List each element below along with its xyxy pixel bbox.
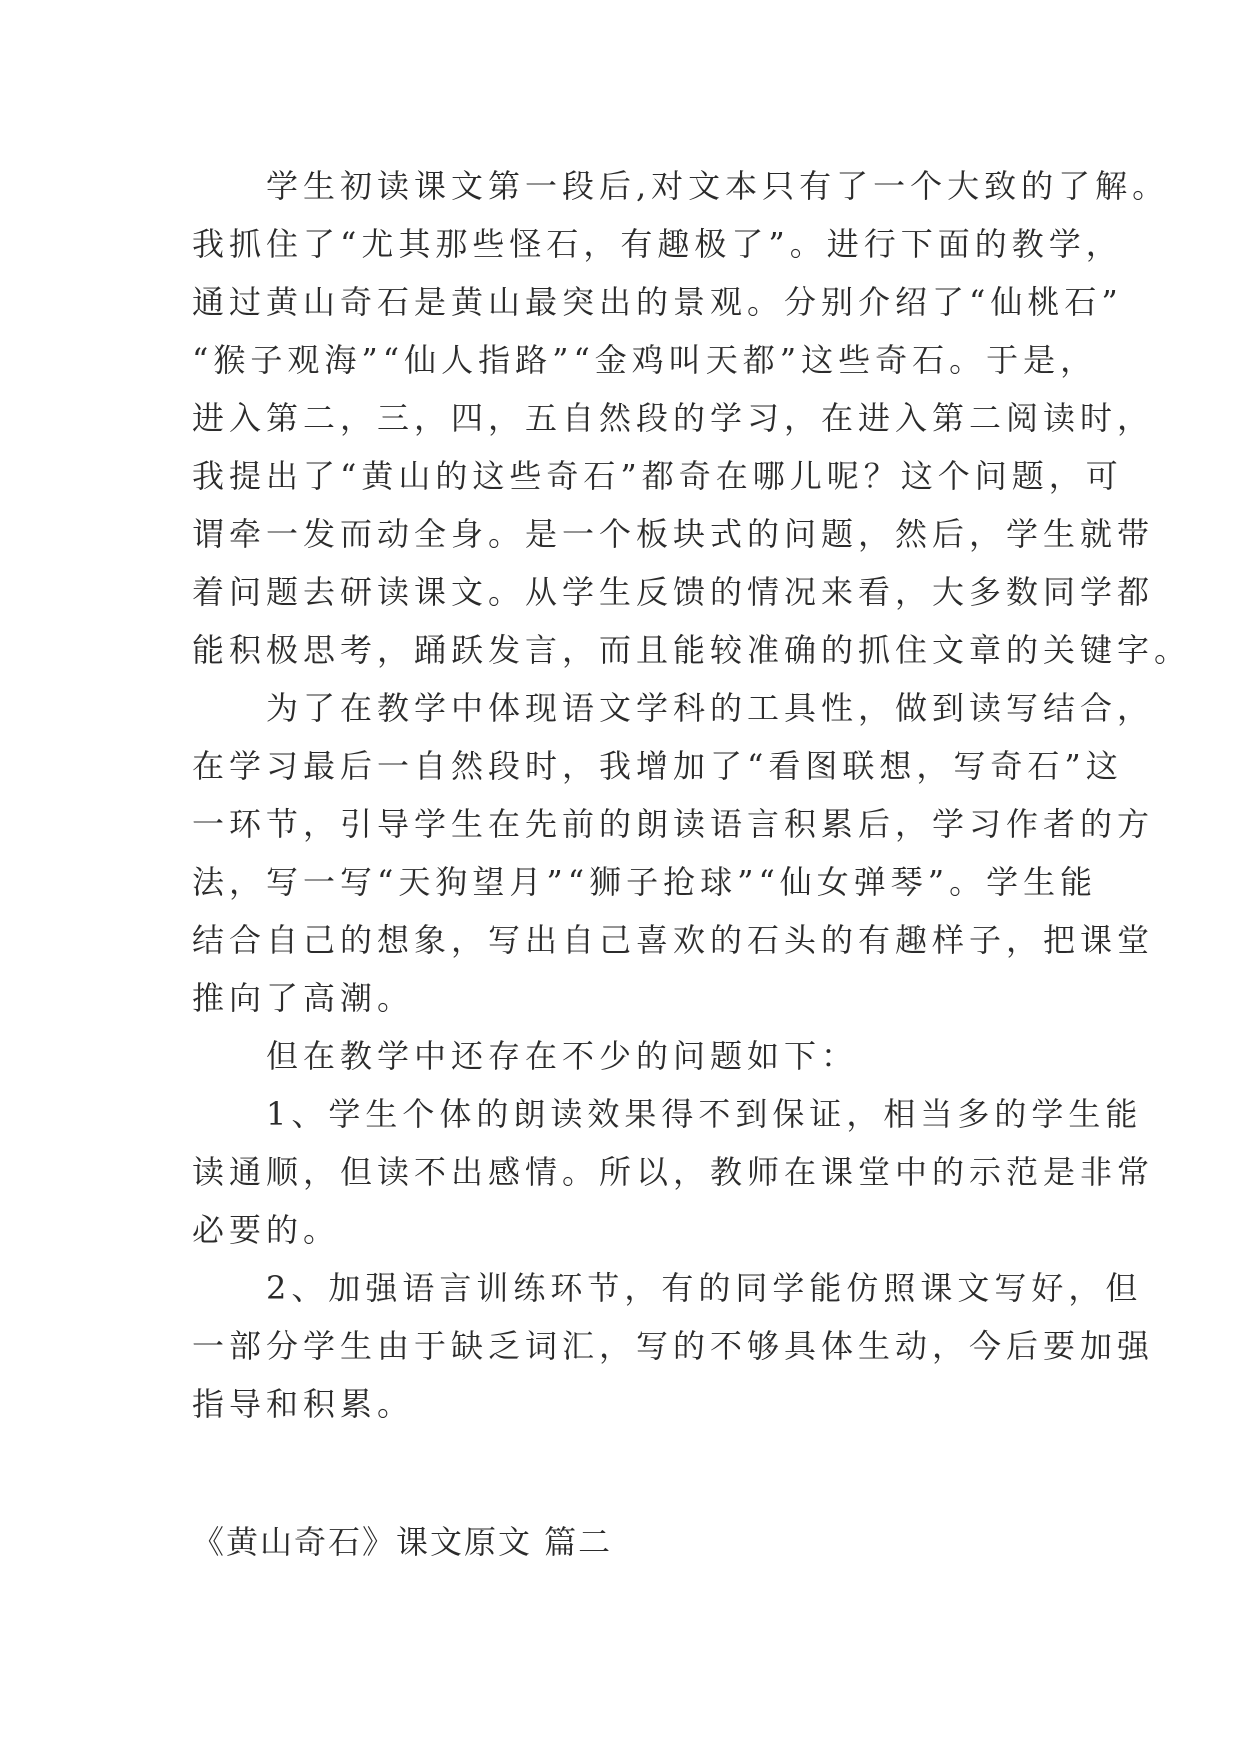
text-line: 推向了高潮。 bbox=[192, 979, 415, 1017]
paragraph-5 bbox=[192, 1259, 1155, 1433]
text-line: 能积极思考，踊跃发言，而且能较准确的抓住文章的关键字。 bbox=[192, 631, 1192, 669]
text-line: 1、学生个体的朗读效果得不到保证，相当多的学生能 bbox=[192, 1095, 1143, 1133]
text-line: 我抓住了“尤其那些怪石，有趣极了”。进行下面的教学， bbox=[192, 225, 1123, 263]
text-line: 着问题去研读课文。从学生反馈的情况来看，大多数同学都 bbox=[192, 573, 1155, 611]
text-line: 读通顺，但读不出感情。所以，教师在课堂中的示范是非常 bbox=[192, 1153, 1155, 1191]
text-line: 指导和积累。 bbox=[192, 1385, 415, 1423]
text-line: 一环节，引导学生在先前的朗读语言积累后，学习作者的方 bbox=[192, 805, 1155, 843]
text-line: 谓牵一发而动全身。是一个板块式的问题，然后，学生就带 bbox=[192, 515, 1155, 553]
section-spacer bbox=[192, 1433, 1092, 1513]
paragraph-1 bbox=[192, 157, 1192, 679]
paragraph-4 bbox=[192, 1085, 1155, 1259]
text-line: 通过黄山奇石是黄山最突出的景观。分别介绍了“仙桃石” bbox=[192, 283, 1123, 321]
text-line: 必要的。 bbox=[192, 1211, 341, 1249]
text-line: 2、加强语言训练环节，有的同学能仿照课文写好，但 bbox=[192, 1269, 1143, 1307]
text-line: 学生初读课文第一段后,对文本只有了一个大致的了解。 bbox=[192, 167, 1170, 205]
document-body bbox=[192, 157, 1192, 1571]
text-line: 在学习最后一自然段时，我增加了“看图联想，写奇石”这 bbox=[192, 747, 1123, 785]
text-line: 一部分学生由于缺乏词汇，写的不够具体生动，今后要加强 bbox=[192, 1327, 1155, 1365]
text-line: 法，写一写“天狗望月”“狮子抢球”“仙女弹琴”。学生能 bbox=[192, 863, 1098, 901]
text-line: 我提出了“黄山的这些奇石”都奇在哪儿呢？这个问题，可 bbox=[192, 457, 1123, 495]
text-line: 但在教学中还存在不少的问题如下： bbox=[192, 1037, 859, 1075]
paragraph-2 bbox=[192, 679, 1155, 1027]
section-heading: 《黄山奇石》课文原文 篇二 bbox=[192, 1523, 613, 1561]
text-line: “猴子观海”“仙人指路”“金鸡叫天都”这些奇石。于是， bbox=[192, 341, 1098, 379]
paragraph-3 bbox=[192, 1027, 1092, 1085]
text-line: 结合自己的想象，写出自己喜欢的石头的有趣样子，把课堂 bbox=[192, 921, 1155, 959]
text-line: 进入第二，三，四，五自然段的学习，在进入第二阅读时， bbox=[192, 399, 1155, 437]
text-line: 为了在教学中体现语文学科的工具性，做到读写结合， bbox=[192, 689, 1155, 727]
